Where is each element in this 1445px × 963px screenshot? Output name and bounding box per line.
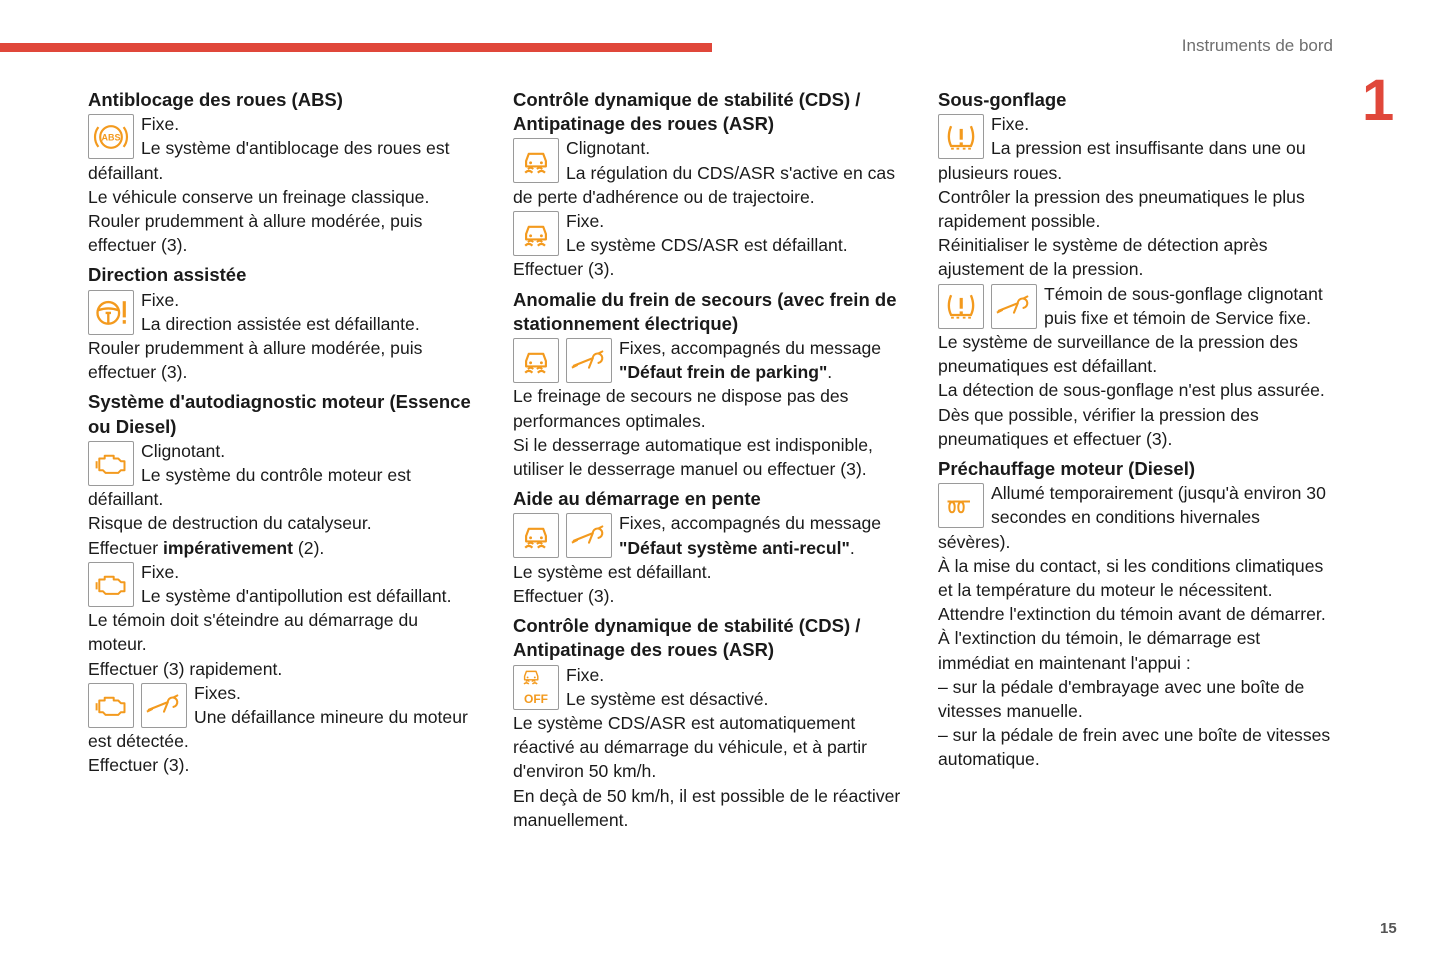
status-text: Fixe.: [566, 664, 605, 685]
body-text: Effectuer (3) rapidement.: [88, 658, 283, 679]
body-text: Effectuer (3).: [513, 259, 615, 280]
body-text: Le système d'antiblocage des roues est défaillant.: [88, 138, 450, 183]
status-text: Fixe.: [141, 561, 180, 582]
section-title: Préchauffage moteur (Diesel): [938, 458, 1196, 480]
body-text: Le système du contrôle moteur est défaillant.: [88, 465, 411, 510]
stability-off-icon: [513, 665, 559, 710]
tyre-pressure-icon: [938, 284, 984, 329]
section-abs: [88, 88, 473, 257]
body-text: Rouler prudemment à allure modérée, puis effectuer (3).: [88, 211, 423, 256]
body-text: Contrôler la pression des pneumatiques le plus rapidement possible.: [938, 186, 1305, 232]
abs-warning-icon: [88, 114, 134, 159]
column-1: [88, 88, 473, 784]
body-text: Rouler prudemment à allure modérée, puis effectuer (3).: [88, 338, 423, 383]
section-title: Antiblocage des roues (ABS): [88, 89, 343, 110]
body-text: Le véhicule conserve un freinage classique.: [88, 186, 430, 207]
header-accent-bar: [0, 43, 712, 52]
section-preheat: [938, 457, 1333, 772]
tyre-pressure-icon: [938, 114, 984, 159]
body-text: À la mise du contact, si les conditions climatiques et la température du moteur le nécessitent.: [938, 555, 1324, 601]
column-3: [938, 88, 1333, 778]
status-text: Fixe.: [141, 114, 180, 135]
body-text: La régulation du CDS/ASR s'active en cas de perte d'adhérence ou de trajectoire.: [513, 162, 896, 207]
status-text: Fixes.: [194, 682, 241, 703]
body-text: La détection de sous-gonflage n'est plus assurée.: [938, 380, 1325, 401]
body-text: Une défaillance mineure du moteur est détectée.: [88, 707, 468, 752]
body-text: Attendre l'extinction du témoin avant de démarrer.: [938, 604, 1326, 625]
body-text: La direction assistée est défaillante.: [141, 313, 420, 334]
section-title: Sous-gonflage: [938, 89, 1067, 110]
status-text: Clignotant.: [566, 138, 651, 159]
body-text: En deçà de 50 km/h, il est possible de le réactiver manuellement.: [513, 785, 901, 830]
stability-control-icon: [513, 338, 559, 383]
body-text: À l'extinction du témoin, le démarrage est immédiat en maintenant l'appui :: [938, 628, 1261, 673]
section-steering: [88, 263, 473, 384]
status-text: Témoin de sous-gonflage clignotant puis fixe et témoin de Service fixe.: [1044, 283, 1323, 328]
list-item: – sur la pédale de frein avec une boîte de vitesses automatique.: [938, 725, 1331, 770]
service-wrench-icon: [566, 513, 612, 558]
body-text: Dès que possible, vérifier la pression des pneumatiques et effectuer (3).: [938, 404, 1259, 449]
status-text: Allumé temporairement (jusqu'à environ 30 secondes en conditions hivernales sévères).: [938, 483, 1326, 552]
section-title: Contrôle dynamique de stabilité (CDS) / Antipatinage des roues (ASR): [513, 615, 861, 661]
section-title: Anomalie du frein de secours (avec frein de stationnement électrique): [513, 288, 897, 334]
glow-plug-icon: [938, 483, 984, 528]
body-text: Effectuer (3).: [513, 586, 615, 607]
status-text: Fixes, accompagnés du message "Défaut système anti-recul".: [619, 513, 882, 558]
chapter-number: 1: [1362, 68, 1395, 133]
service-wrench-icon: [141, 683, 187, 728]
status-text: Fixes, accompagnés du message "Défaut frein de parking".: [619, 338, 882, 383]
status-text: Clignotant.: [141, 440, 226, 461]
body-text: Le système de surveillance de la pression des pneumatiques est défaillant.: [938, 332, 1298, 377]
engine-check-icon: [88, 441, 134, 486]
body-text: Le système CDS/ASR est défaillant.: [566, 235, 848, 256]
stability-control-icon: [513, 211, 559, 256]
column-2: [513, 88, 908, 838]
body-text: Le système est défaillant.: [513, 561, 712, 582]
section-hill-start: [513, 487, 908, 608]
body-text: Réinitialiser le système de détection après ajustement de la pression.: [938, 235, 1268, 280]
body-text: Le système CDS/ASR est automatiquement réactivé au démarrage du véhicule, et à partir d'environ 50 km/h.: [513, 713, 868, 782]
body-text: La pression est insuffisante dans une ou plusieurs roues.: [938, 138, 1306, 183]
power-steering-icon: [88, 290, 134, 335]
stability-control-icon: [513, 513, 559, 558]
section-tyre-pressure: [938, 88, 1333, 451]
engine-check-icon: [88, 683, 134, 728]
status-text: Fixe.: [566, 211, 605, 232]
body-text: Effectuer (3).: [88, 755, 190, 776]
service-wrench-icon: [566, 338, 612, 383]
off-label: OFF: [524, 692, 548, 707]
section-obd: [88, 390, 473, 777]
stability-control-icon: [513, 138, 559, 183]
body-text: Le freinage de secours ne dispose pas des performances optimales.: [513, 386, 849, 431]
body-text: Le système est désactivé.: [566, 688, 769, 709]
section-cds: [513, 88, 908, 282]
body-text: Effectuer impérativement (2).: [88, 537, 325, 558]
status-text: Fixe.: [141, 289, 180, 310]
body-text: Le système d'antipollution est défaillant.: [141, 586, 452, 607]
page-number: 15: [1380, 920, 1397, 937]
service-wrench-icon: [991, 284, 1037, 329]
body-text: Risque de destruction du catalyseur.: [88, 513, 372, 534]
body-text: Si le desserrage automatique est indisponible, utiliser le desserrage manuel ou effectuer (3).: [513, 434, 873, 480]
body-text: Le témoin doit s'éteindre au démarrage du moteur.: [88, 610, 419, 655]
running-header: Instruments de bord: [1181, 36, 1333, 55]
section-title: Aide au démarrage en pente: [513, 488, 761, 510]
engine-check-icon: [88, 562, 134, 607]
list-item: – sur la pédale d'embrayage avec une boîte de vitesses manuelle.: [938, 676, 1305, 722]
section-park-brake: [513, 288, 908, 482]
section-cds-off: [513, 614, 908, 832]
section-title: Contrôle dynamique de stabilité (CDS) / Antipatinage des roues (ASR): [513, 89, 861, 135]
section-title: Direction assistée: [88, 264, 247, 286]
section-title: Système d'autodiagnostic moteur (Essence ou Diesel): [88, 391, 471, 437]
status-text: Fixe.: [991, 114, 1030, 135]
